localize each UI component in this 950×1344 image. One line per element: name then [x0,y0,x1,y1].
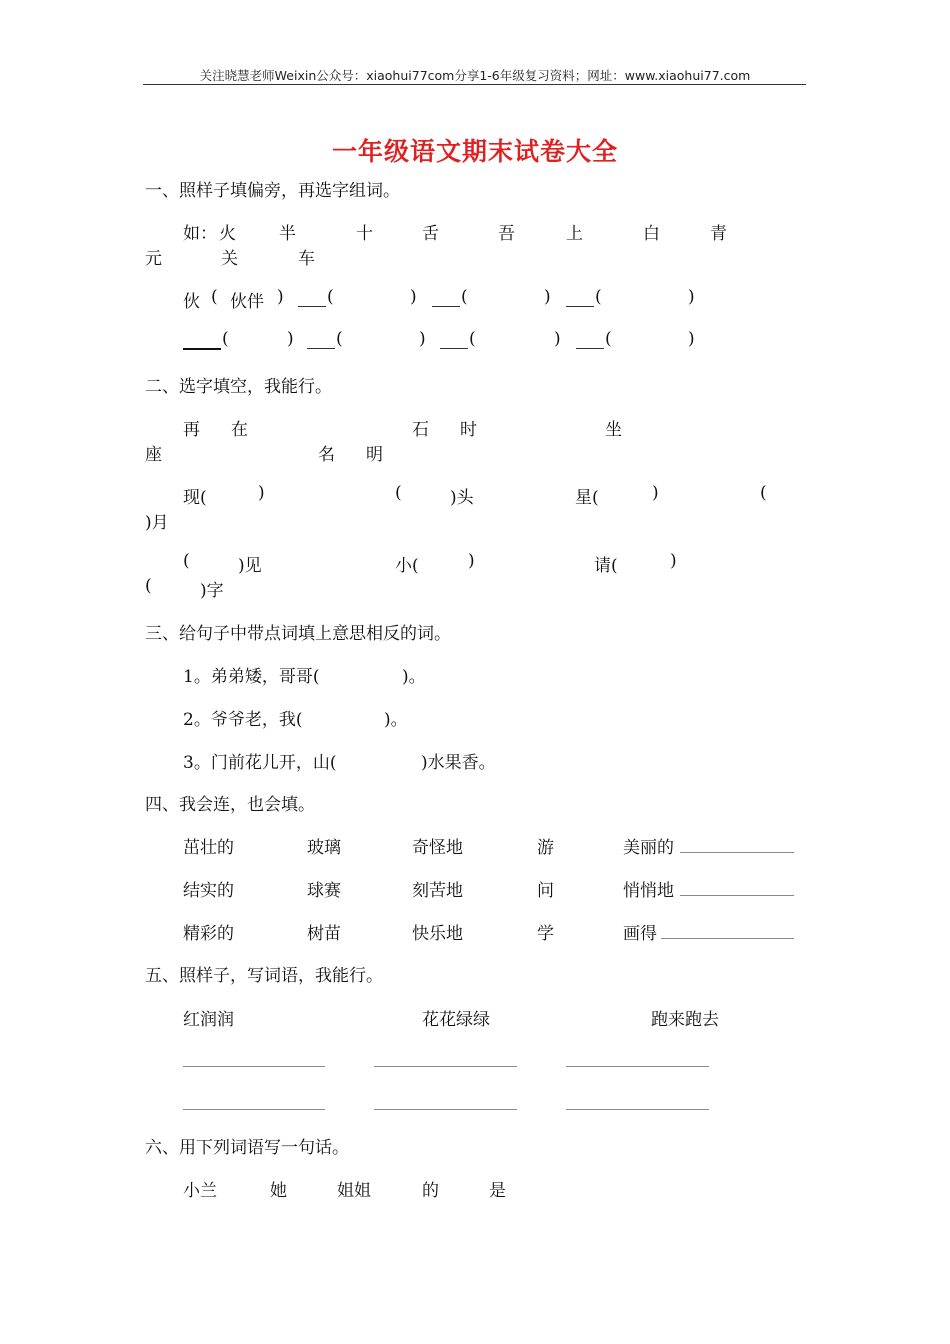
radical-char: 青 [710,224,727,244]
radical-char: 舌 [422,224,439,244]
option-char: 名 [318,445,335,465]
example-word: 跑来跑去 [651,1010,719,1030]
option-char: 明 [366,445,383,465]
example-word: 花花绿绿 [422,1010,490,1030]
fill-line[interactable] [680,852,794,853]
paren: ) [287,329,294,349]
char-blank[interactable] [576,348,604,349]
sentence-word: 她 [270,1181,287,1201]
word-blank[interactable]: ( [327,287,334,307]
radical-char: 元 [145,249,162,269]
option-char: 时 [460,420,477,440]
paren: ) [688,287,695,307]
fill-blank[interactable]: 现( [183,488,207,508]
match-word[interactable]: 玻璃 [307,838,341,858]
answer-line[interactable] [566,1109,709,1110]
match-word[interactable]: 学 [537,924,554,944]
word-blank[interactable]: ( [605,329,612,349]
paren: ) [419,329,426,349]
radical-char: 吾 [498,224,515,244]
fill-blank[interactable]: ( [145,576,152,596]
radical-char: 十 [356,224,373,244]
option-char: 在 [231,420,248,440]
fill-blank[interactable]: ( [760,483,767,503]
paren: ) [670,551,677,571]
blank-suffix: )见 [238,556,262,576]
answer-line[interactable] [183,1066,325,1067]
word-blank[interactable]: ( [461,287,468,307]
paren: ) [544,287,551,307]
option-char: 座 [145,445,162,465]
fill-blank[interactable]: ( [183,551,190,571]
match-word[interactable]: 快乐地 [412,924,463,944]
word-blank[interactable]: ( [595,287,602,307]
radical-char: 火 [219,224,236,244]
fill-blank[interactable]: 请( [594,556,618,576]
answer-line[interactable] [374,1109,517,1110]
fill-line[interactable] [661,938,794,939]
word-blank[interactable]: ( [469,329,476,349]
paren: ) [410,287,417,307]
radical-char: 关 [221,249,238,269]
section6-heading: 六、用下列词语写一句话。 [145,1138,349,1158]
match-word[interactable]: 茁壮的 [183,838,234,858]
example-label: 如： [183,224,217,244]
match-word[interactable]: 结实的 [183,881,234,901]
match-word[interactable]: 游 [537,838,554,858]
section5-heading: 五、照样子，写词语，我能行。 [145,966,383,986]
option-char: 再 [183,420,200,440]
answer-line[interactable] [183,1109,325,1110]
blank-suffix: )月 [145,513,169,533]
sentence-pre: 3。门前花儿开，山( [183,753,337,773]
section2-heading: 二、选字填空，我能行。 [145,377,332,397]
section4-heading: 四、我会连，也会填。 [145,795,315,815]
answer-line[interactable] [566,1066,709,1067]
sentence-post: )水果香。 [421,753,496,773]
sentence-word: 姐姐 [337,1181,371,1201]
section1-heading: 一、照样子填偏旁，再选字组词。 [145,181,400,201]
answer-line[interactable] [374,1066,517,1067]
match-word[interactable]: 球赛 [307,881,341,901]
paren: ) [258,483,265,503]
word-blank[interactable]: ( [222,329,229,349]
sentence-word: 的 [422,1181,439,1201]
fill-blank[interactable]: ( [395,483,402,503]
sentence-pre: 1。弟弟矮，哥哥( [183,667,320,687]
sentence-post: )。 [402,667,426,687]
fill-word-prefix: 悄悄地 [623,881,674,901]
fill-line[interactable] [680,895,794,896]
paren: ) [468,551,475,571]
match-word[interactable]: 精彩的 [183,924,234,944]
option-char: 坐 [605,420,622,440]
sentence-word: 小兰 [183,1181,217,1201]
radical-char: 白 [643,224,660,244]
option-char: 石 [412,420,429,440]
match-word[interactable]: 刻苦地 [412,881,463,901]
paren: ) [277,287,284,307]
char-blank[interactable] [432,306,460,307]
example-word: 红润润 [183,1010,234,1030]
paren: ( [211,287,218,307]
fill-word-prefix: 画得 [623,924,657,944]
match-word[interactable]: 树苗 [307,924,341,944]
blank-suffix: )字 [200,581,224,601]
paren: ) [652,483,659,503]
paren: ) [554,329,561,349]
sentence-post: )。 [384,710,408,730]
radical-char: 上 [566,224,583,244]
char-blank[interactable] [440,348,468,349]
radical-char: 半 [279,224,296,244]
example-answer-word: 伙伴 [230,292,264,312]
document-title: 一年级语文期末试卷大全 [331,137,618,166]
char-blank[interactable] [566,306,594,307]
fill-blank[interactable]: 星( [575,488,599,508]
section3-heading: 三、给句子中带点词填上意思相反的词。 [145,624,451,644]
word-blank[interactable]: ( [336,329,343,349]
page-header: 关注晓慧老师Weixin公众号：xiaohui77com分享1-6年级复习资料；网址：www.xiaohui77.com [199,68,751,83]
fill-blank[interactable]: 小( [395,556,419,576]
sentence-word: 是 [489,1181,506,1201]
sentence-pre: 2。爷爷老，我( [183,710,303,730]
fill-word-prefix: 美丽的 [623,838,674,858]
example-answer-char: 伙 [183,292,200,312]
radical-char: 车 [298,249,315,269]
char-blank[interactable] [183,348,221,350]
char-blank[interactable] [307,348,335,349]
paren: ) [688,329,695,349]
blank-suffix: )头 [450,488,474,508]
header-divider [143,84,806,85]
match-word[interactable]: 奇怪地 [412,838,463,858]
match-word[interactable]: 问 [537,881,554,901]
char-blank[interactable] [298,306,326,307]
